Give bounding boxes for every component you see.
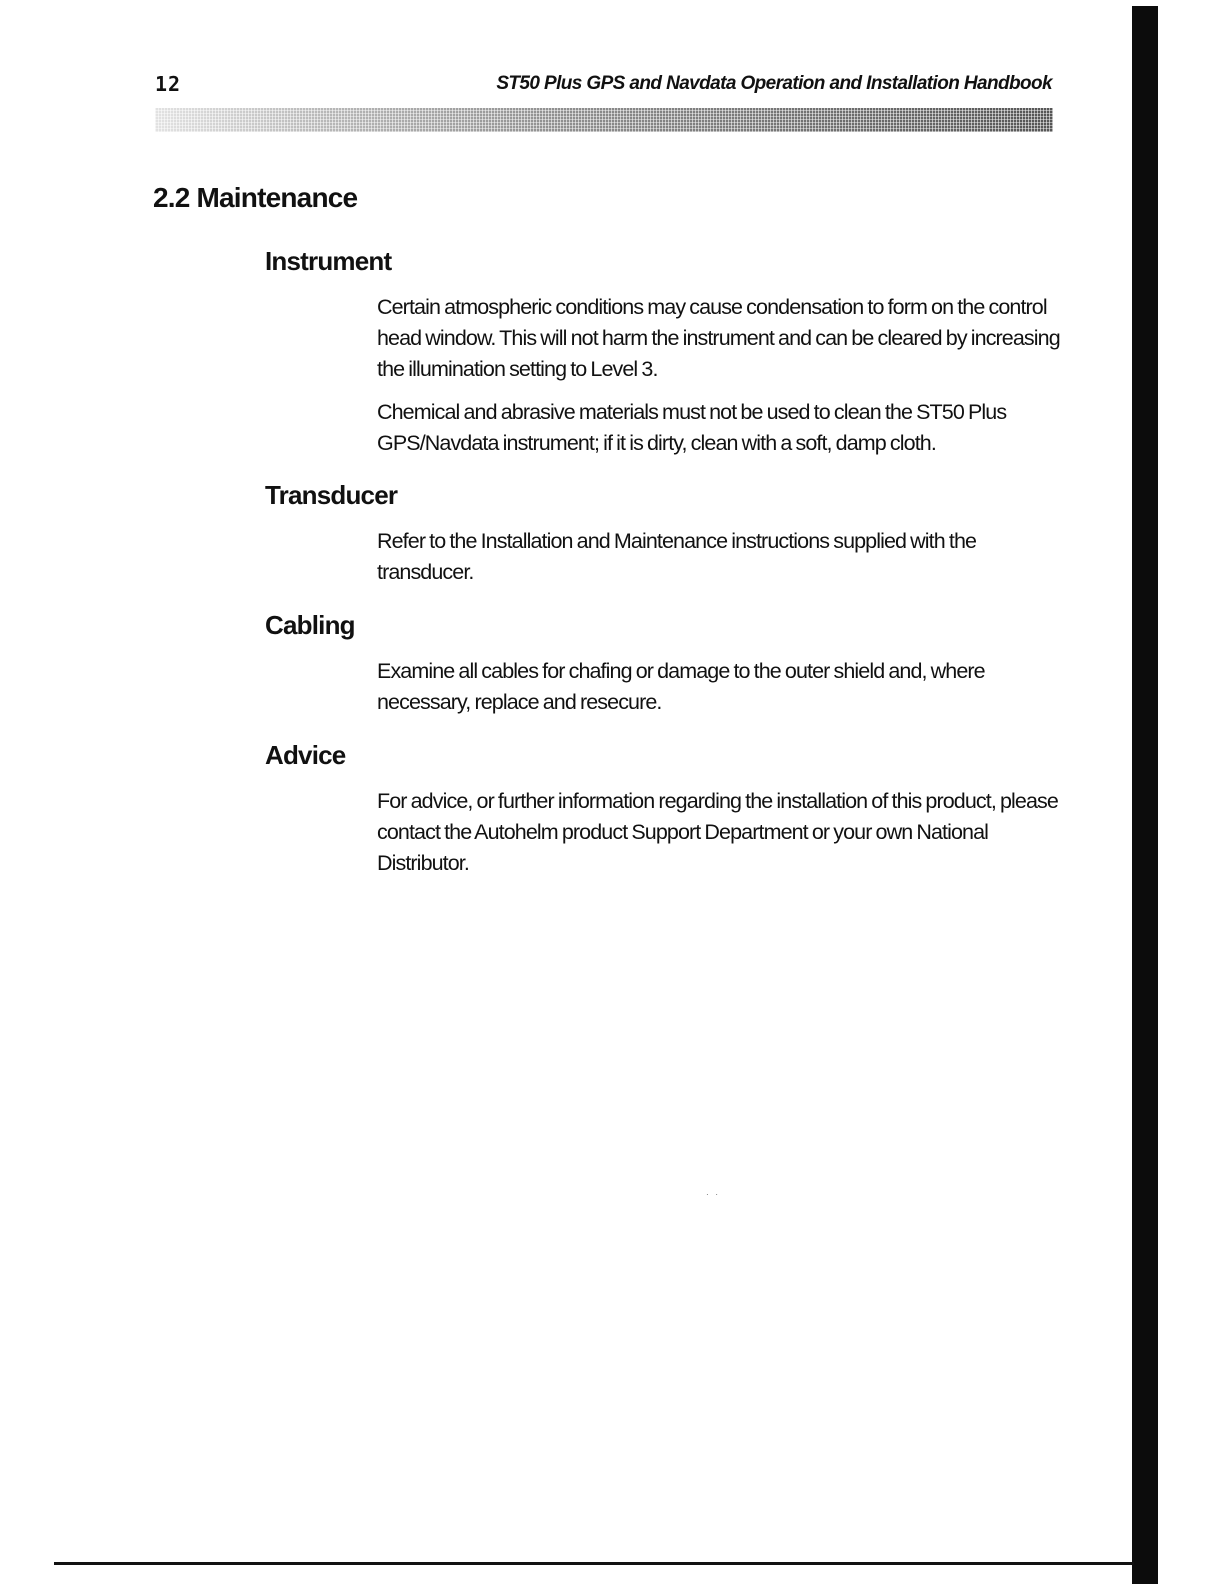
running-title: ST50 Plus GPS and Navdata Operation and Installation Handbook xyxy=(496,73,1052,94)
cabling-paragraph: Examine all cables for chafing or damage to the outer shield and, where necessary, replace and resecure. xyxy=(377,659,985,714)
subheading-transducer: Transducer xyxy=(265,480,398,510)
section-title: 2.2 Maintenance xyxy=(153,182,358,213)
bottom-rule xyxy=(54,1562,1134,1565)
instrument-paragraph-2: Chemical and abrasive materials must not be used to clean the ST50 Plus GPS/Navdata instrument; if it is dirty, clean with a soft, damp cloth. xyxy=(377,400,1007,455)
scan-specks: · · xyxy=(706,1190,718,1199)
advice-paragraph: For advice, or further information regarding the installation of this product, please contact the Autohelm product Support Department or your own National Distributor. xyxy=(377,789,1058,875)
header-band xyxy=(155,108,1053,132)
scan-edge-bar xyxy=(1132,6,1158,1584)
transducer-paragraph: Refer to the Installation and Maintenance instructions supplied with the transducer. xyxy=(377,529,977,584)
page-number: 12 xyxy=(155,72,182,96)
subheading-cabling: Cabling xyxy=(265,610,355,640)
instrument-paragraph-1: Certain atmospheric conditions may cause condensation to form on the control head window. This will not harm the instrument and can be cleared by increasing the illumination setting to Level 3. xyxy=(377,295,1060,381)
subheading-advice: Advice xyxy=(265,740,346,770)
subheading-instrument: Instrument xyxy=(265,246,392,276)
